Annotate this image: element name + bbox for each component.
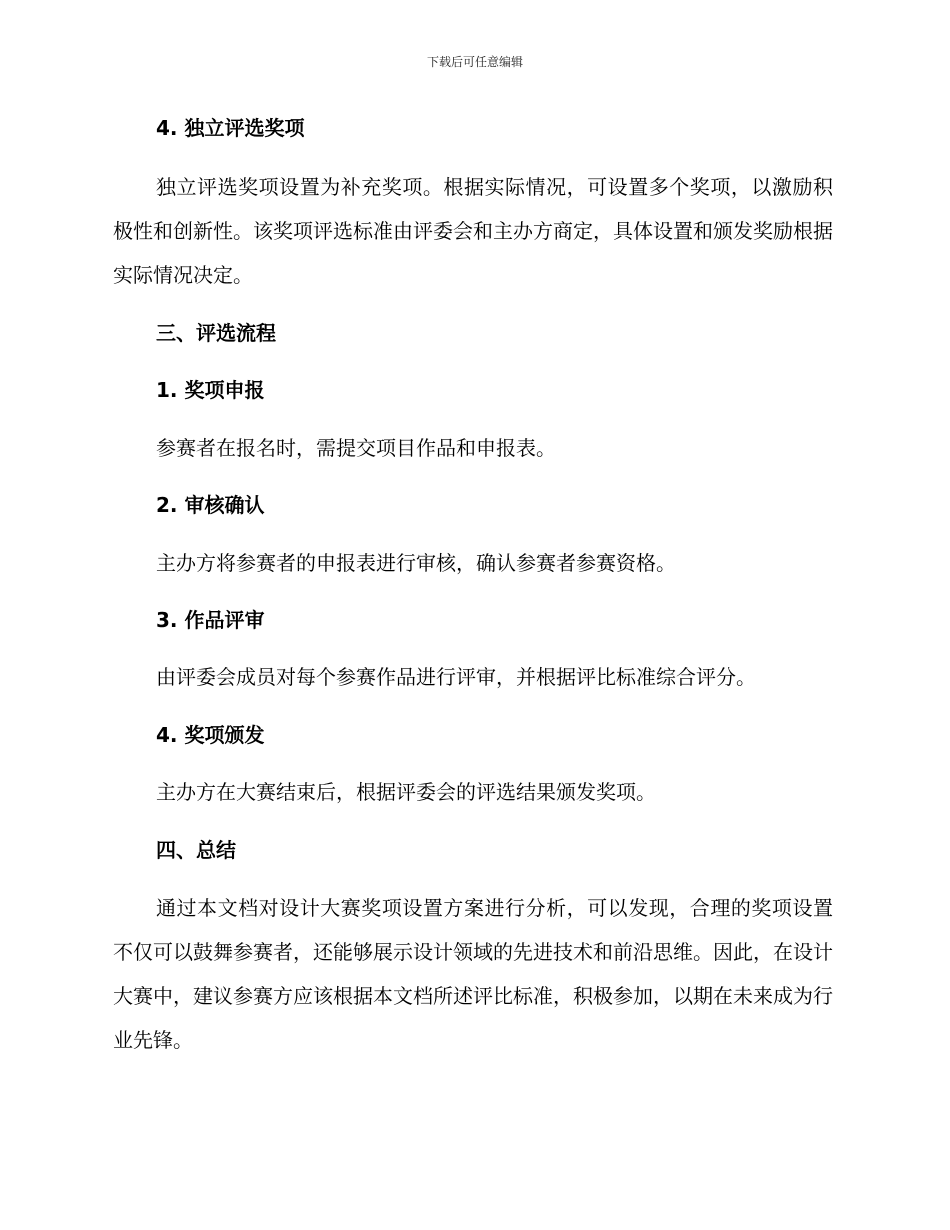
heading-step-application: 1. 奖项申报 (156, 378, 265, 402)
paragraph-independent-award: 独立评选奖项设置为补充奖项。根据实际情况，可设置多个奖项，以激励积极性和创新性。该奖项评选标准由评委会和主办方商定，具体设置和颁发奖励根据实际情况决定。 (113, 175, 833, 287)
heading-step-awarding: 4. 奖项颁发 (156, 723, 265, 747)
heading-independent-award: 4. 独立评选奖项 (156, 116, 305, 140)
heading-summary: 四、总结 (156, 838, 236, 862)
paragraph-step-judging: 由评委会成员对每个参赛作品进行评审，并根据评比标准综合评分。 (156, 665, 756, 689)
heading-step-review: 2. 审核确认 (156, 493, 265, 517)
paragraph-step-application: 参赛者在报名时，需提交项目作品和申报表。 (156, 436, 556, 460)
paragraph-step-awarding: 主办方在大赛结束后，根据评委会的评选结果颁发奖项。 (156, 780, 656, 804)
paragraph-summary: 通过本文档对设计大赛奖项设置方案进行分析，可以发现，合理的奖项设置不仅可以鼓舞参赛者，还能够展示设计领域的先进技术和前沿思维。因此，在设计大赛中，建议参赛方应该根据本文档所述评比标准，积极参加，以期在未来成为行业先锋。 (113, 896, 833, 1052)
paragraph-step-review: 主办方将参赛者的申报表进行审核，确认参赛者参赛资格。 (156, 551, 676, 575)
page-header-note: 下载后可任意编辑 (426, 55, 523, 69)
heading-selection-process: 三、评选流程 (156, 321, 276, 345)
heading-step-judging: 3. 作品评审 (156, 608, 265, 632)
